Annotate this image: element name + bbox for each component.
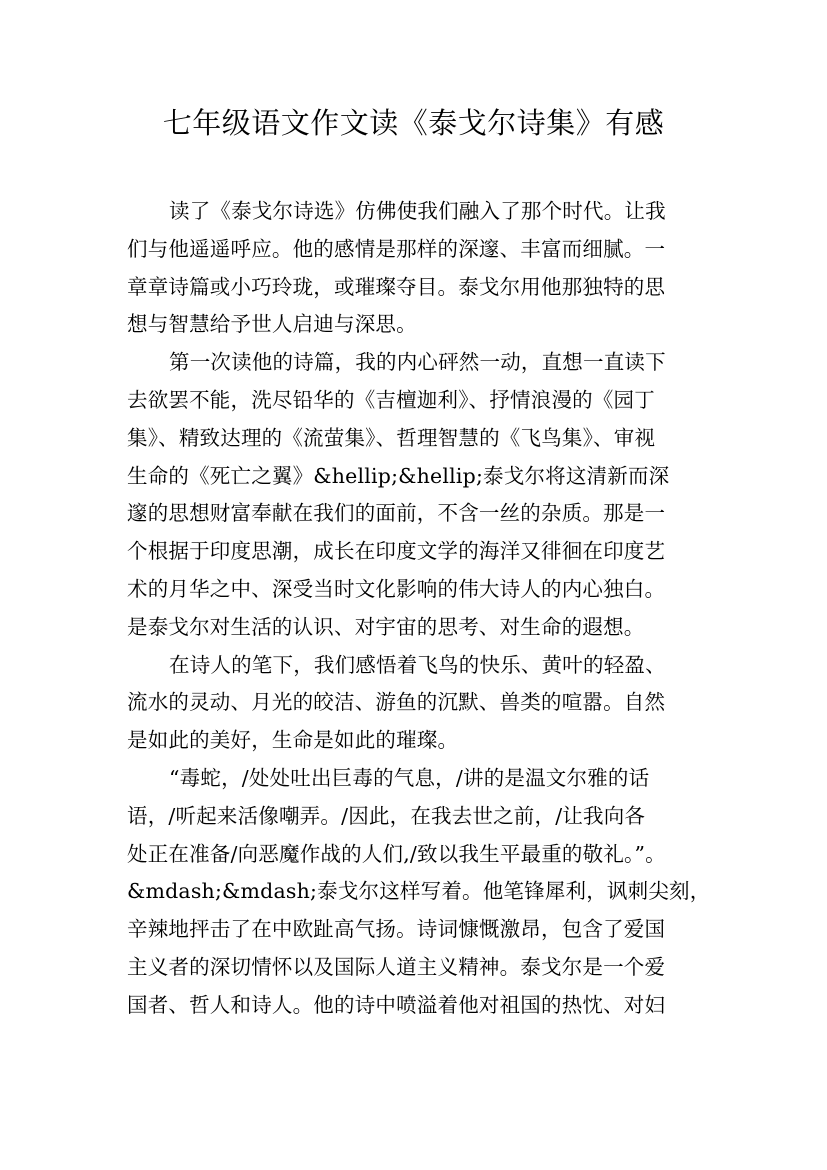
paragraph-line: 第一次读他的诗篇，我的内心砰然一动，直想一直读下 bbox=[169, 350, 666, 375]
paragraph-line: 邃的思想财富奉献在我们的面前，不含一丝的杂质。那是一 bbox=[127, 501, 666, 526]
paragraph-line: 是如此的美好，生命是如此的璀璨。 bbox=[127, 728, 459, 753]
paragraph-line: 处正在准备/向恶魔作战的人们,/致以我生平最重的敬礼。”。 bbox=[127, 841, 666, 866]
paragraph-line: 个根据于印度思潮，成长在印度文学的海洋又徘徊在印度艺 bbox=[127, 539, 666, 564]
paragraph-line: 读了《泰戈尔诗选》仿佛使我们融入了那个时代。让我 bbox=[169, 199, 666, 223]
paragraph-line: 在诗人的笔下，我们感悟着飞鸟的快乐、黄叶的轻盈、 bbox=[169, 652, 666, 677]
paragraph-line: 是泰戈尔对生活的认识、对宇宙的思考、对生命的遐想。 bbox=[127, 614, 645, 639]
document-title: 七年级语文作文读《泰戈尔诗集》有感 bbox=[162, 106, 665, 140]
paragraph-line: 生命的《死亡之翼》&hellip;&hellip;泰戈尔将这清新而深 bbox=[127, 463, 670, 488]
paragraph-line: “毒蛇，/处处吐出巨毒的气息，/讲的是温文尔雅的话 bbox=[169, 765, 650, 790]
paragraph-line: 集》、精致达理的《流萤集》、哲理智慧的《飞鸟集》、审视 bbox=[127, 425, 656, 450]
paragraph-line: 章章诗篇或小巧玲珑，或璀璨夺目。泰戈尔用他那独特的思 bbox=[127, 274, 666, 299]
paragraph-line: 去欲罢不能，洗尽铅华的《吉檀迦利》、抒情浪漫的《园丁 bbox=[127, 387, 655, 412]
paragraph-line: 术的月华之中、深受当时文化影响的伟大诗人的内心独白。 bbox=[127, 576, 666, 601]
paragraph-line: 国者、哲人和诗人。他的诗中喷溢着他对祖国的热忱、对妇 bbox=[127, 992, 666, 1017]
paragraph-line: 辛辣地抨击了在中欧趾高气扬。诗词慷慨激昂，包含了爱国 bbox=[127, 917, 666, 942]
paragraph-line: 们与他遥遥呼应。他的感情是那样的深邃、丰富而细腻。一 bbox=[127, 236, 666, 261]
document-body bbox=[127, 193, 727, 1025]
paragraph-line: 主义者的深切情怀以及国际人道主义精神。泰戈尔是一个爱 bbox=[127, 954, 666, 979]
paragraph-line: 想与智慧给予世人启迪与深思。 bbox=[127, 312, 417, 337]
paragraph-line: &mdash;&mdash;泰戈尔这样写着。他笔锋犀利，讽刺尖刻， bbox=[127, 879, 711, 904]
paragraph-line: 语，/听起来活像嘲弄。/因此，在我去世之前，/让我向各 bbox=[127, 803, 646, 828]
paragraph-line: 流水的灵动、月光的皎洁、游鱼的沉默、兽类的喧嚣。自然 bbox=[127, 690, 666, 715]
